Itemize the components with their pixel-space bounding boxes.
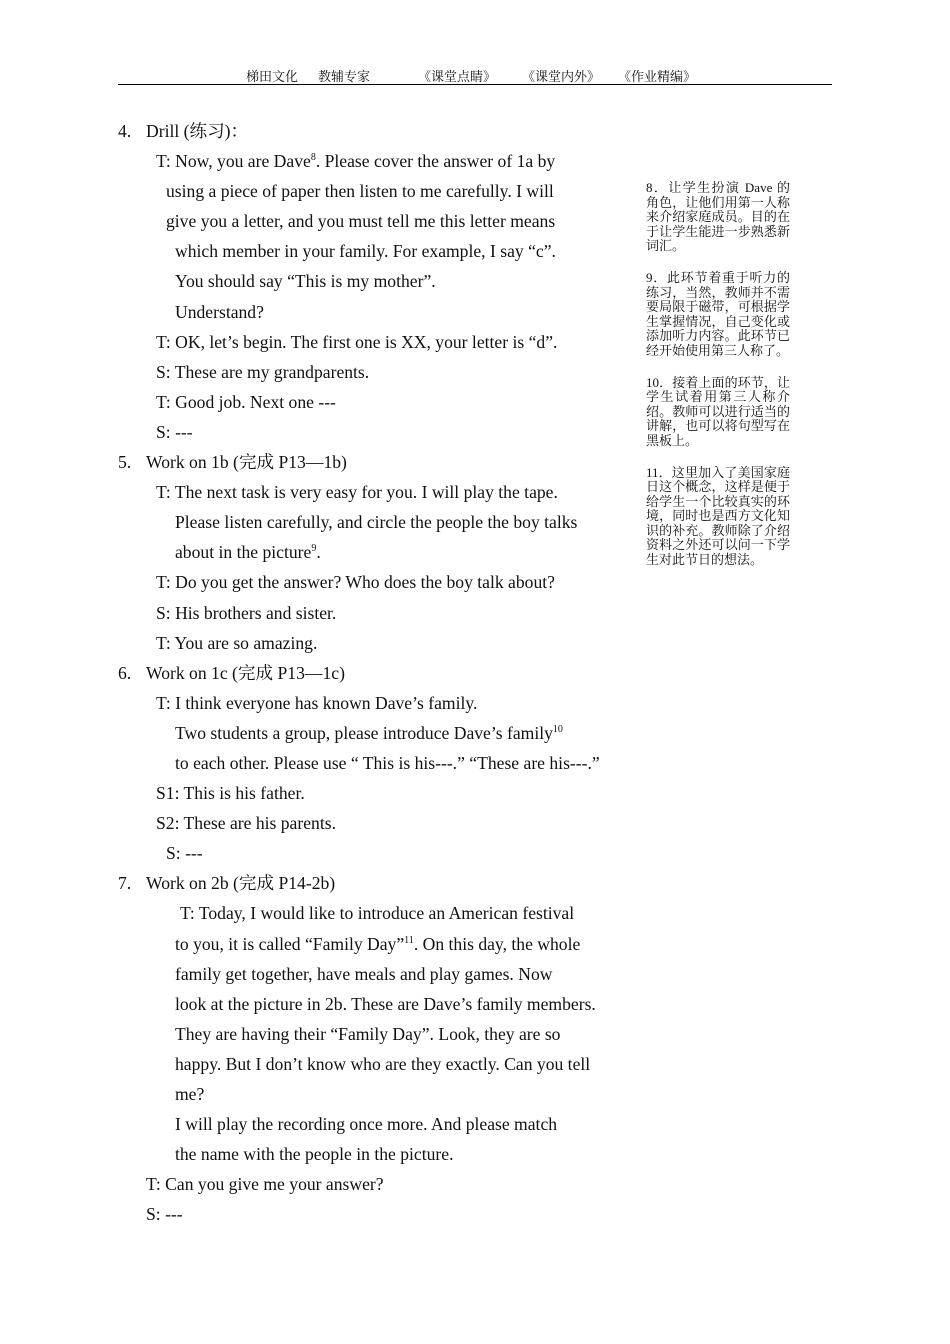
- dialogue-line: S: ---: [146, 1204, 183, 1225]
- dialogue-line: the name with the people in the picture.: [175, 1144, 454, 1165]
- dialogue-line: family get together, have meals and play games. Now: [175, 963, 553, 984]
- footnote-ref: 9: [311, 543, 317, 555]
- dialogue-line: Understand?: [175, 301, 264, 322]
- dialogue-line: me?: [175, 1084, 205, 1104]
- header-book-1: 《课堂点睛》: [418, 69, 497, 84]
- dialogue-line: T: Good job. Next one ---: [156, 391, 336, 412]
- dialogue-line: Please listen carefully, and circle the people the boy talks: [175, 512, 578, 533]
- dialogue-line: look at the picture in 2b. These are Dave’s family members.: [175, 993, 596, 1014]
- dialogue-line: to you, it is called “Family Day”$^{11}$. On this day, the whole: [175, 933, 581, 954]
- margin-note: 9．此环节着重于听力的练习，当然，教师并不需要局限于磁带，可根据学生掌握情况，自己变化或添加听力内容。此环节已经开始使用第三人称了。: [646, 269, 790, 358]
- dialogue-line: which member in your family. For example, I say “c”.: [175, 241, 556, 262]
- section-heading: 4. Drill (练习)：: [118, 121, 249, 141]
- footnote-ref: 10: [552, 724, 563, 736]
- dialogue-line: happy. But I don’t know who are they exactly. Can you tell: [175, 1053, 591, 1074]
- dialogue-line: S: These are my grandparents.: [156, 361, 370, 382]
- dialogue-line: T: I think everyone has known Dave’s family.: [156, 692, 478, 713]
- header-book-2: 《课堂内外》: [522, 69, 601, 84]
- dialogue-line: S: His brothers and sister.: [156, 602, 337, 623]
- dialogue-line: S1: This is his father.: [156, 783, 305, 804]
- dialogue-line: T: Today, I would like to introduce an American festival: [180, 903, 575, 924]
- header-book-3: 《作业精编》: [618, 69, 697, 84]
- dialogue-line: T: Now, you are Dave$^8$. Please cover the answer of 1a by: [156, 151, 556, 172]
- section-heading: 5. Work on 1b (完成 P13—1b): [118, 452, 347, 473]
- header-brand: 梯田文化: [246, 69, 299, 84]
- header-tagline: 教辅专家: [318, 69, 371, 84]
- section-heading: 7. Work on 2b (完成 P14-2b): [118, 873, 336, 894]
- page-header: [118, 66, 832, 85]
- dialogue-line: T: The next task is very easy for you. I will play the tape.: [156, 482, 558, 503]
- margin-notes: [646, 181, 790, 585]
- dialogue-line: to each other. Please use “ This is his---.” “These are his---.”: [175, 752, 600, 773]
- dialogue-line: Two students a group, please introduce Dave’s family$^{10}$: [175, 722, 563, 743]
- dialogue-line: S: ---: [166, 843, 203, 864]
- dialogue-line: S2: These are his parents.: [156, 813, 336, 834]
- dialogue-line: You should say “This is my mother”.: [175, 271, 436, 292]
- footnote-ref: 11: [404, 934, 414, 946]
- dialogue-line: using a piece of paper then listen to me carefully. I will: [166, 181, 554, 202]
- margin-note: 8．让学生扮演 Dave 的角色，让他们用第一人称来介绍家庭成员。目的在于让学生能进一步熟悉新词汇。: [646, 180, 790, 254]
- margin-note: 11．这里加入了美国家庭日这个概念，这样是便于给学生一个比较真实的环境，同时也是西方文化知识的补充。教师除了介绍资料之外还可以问一下学生对此节日的想法。: [646, 464, 790, 568]
- section-heading: 6. Work on 1c (完成 P13—1c): [118, 662, 345, 683]
- dialogue-line: give you a letter, and you must tell me this letter means: [166, 211, 556, 232]
- dialogue-line: T: Do you get the answer? Who does the boy talk about?: [156, 572, 555, 593]
- dialogue-line: T: Can you give me your answer?: [146, 1174, 384, 1195]
- dialogue-line: I will play the recording once more. And please match: [175, 1114, 558, 1135]
- dialogue-line: about in the picture$^9$.: [175, 542, 321, 563]
- footnote-ref: 8: [310, 152, 316, 164]
- lesson-body: [118, 116, 638, 1229]
- dialogue-line: S: ---: [156, 421, 193, 442]
- dialogue-line: They are having their “Family Day”. Look, they are so: [175, 1023, 561, 1044]
- dialogue-line: T: OK, let’s begin. The first one is XX, your letter is “d”.: [156, 331, 558, 352]
- dialogue-line: T: You are so amazing.: [156, 632, 318, 653]
- margin-note: 10．接着上面的环节，让学生试着用第三人称介绍。教师可以进行适当的讲解，也可以将句型写在黑板上。: [646, 374, 790, 448]
